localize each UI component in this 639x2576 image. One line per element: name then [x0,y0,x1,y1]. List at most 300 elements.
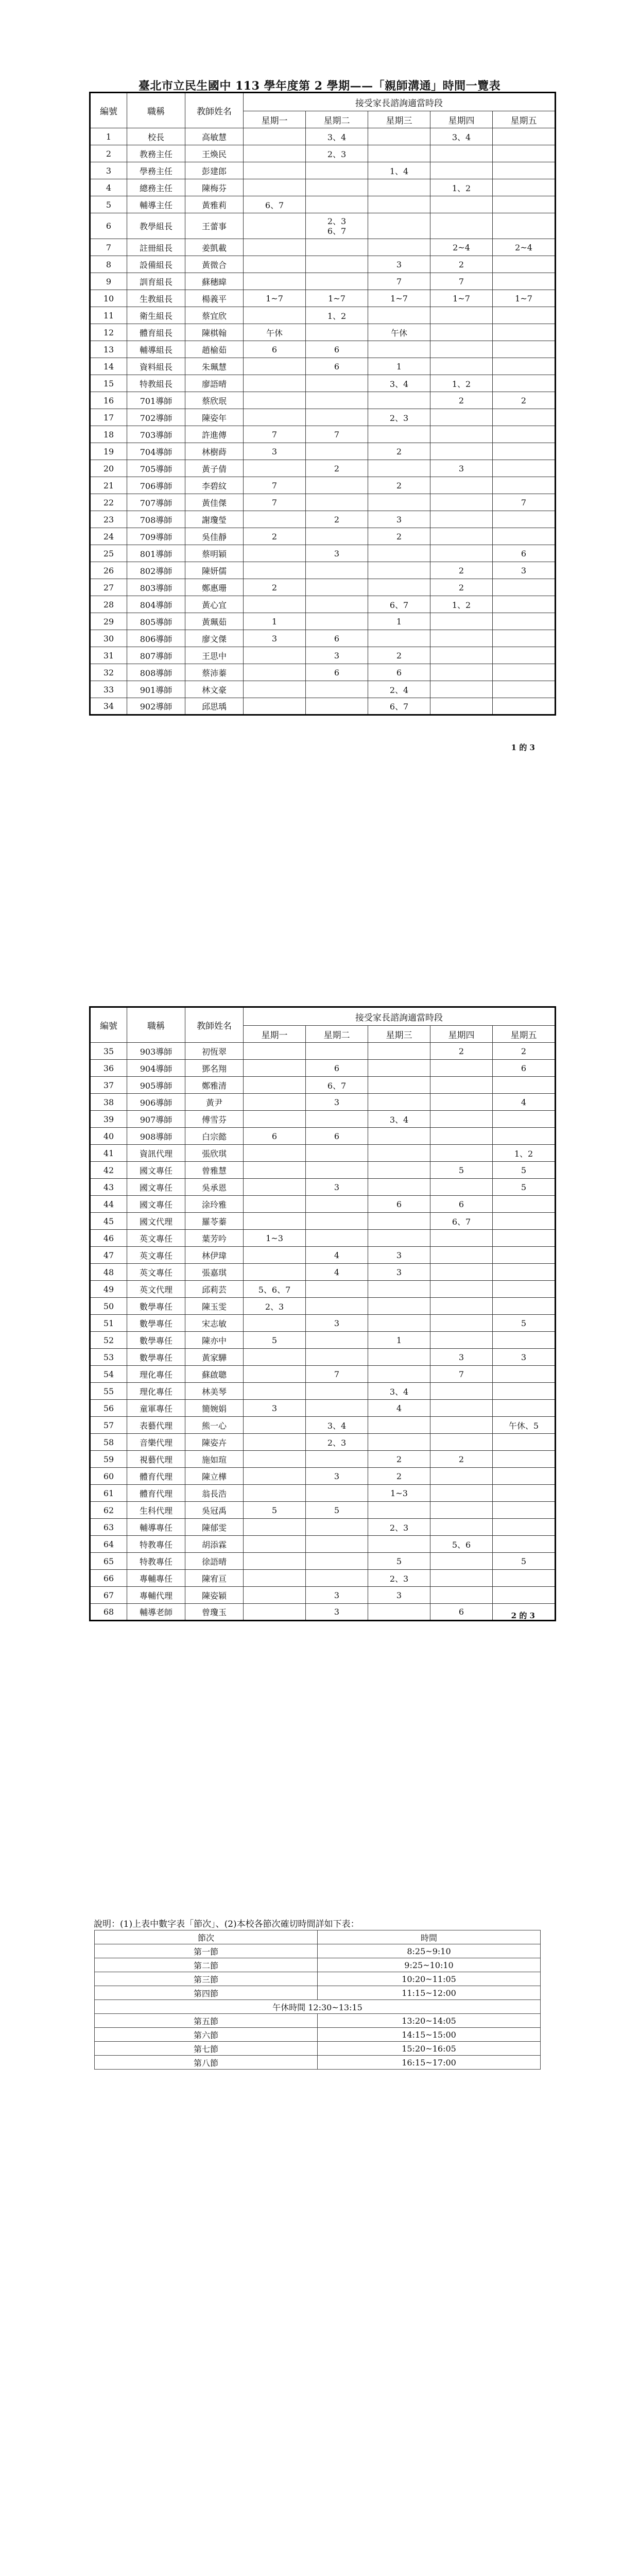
header-day: 星期三 [368,111,430,128]
table-row [90,1196,556,1213]
period-time: 8:25~9:10 [318,1944,541,1958]
slot-cell: 1 [368,358,430,375]
slot-cell [493,1111,556,1128]
slot-cell [244,273,306,290]
slot-cell: 2、3 6、7 [306,213,368,239]
table-row [90,460,556,477]
slot-cell: 1、2 [430,375,493,392]
row-number: 56 [90,1400,127,1417]
slot-cell: 7 [244,494,306,511]
table-row [90,443,556,460]
slot-cell: 2、3 [368,1519,430,1536]
slot-cell [368,1536,430,1553]
slot-cell [493,128,556,145]
row-role: 生教組長 [127,290,185,307]
slot-cell [493,579,556,596]
slot-cell: 2~4 [493,239,556,256]
slot-cell [430,1128,493,1145]
slot-cell: 1~3 [244,1230,306,1247]
row-teacher-name: 黃雅莉 [185,196,244,213]
slot-cell [368,1315,430,1332]
page-number: 1 的 3 [511,743,535,752]
page-number: 2 的 3 [511,1611,535,1620]
row-number: 47 [90,1247,127,1264]
slot-cell: 6 [306,630,368,647]
slot-cell [430,1060,493,1077]
row-role: 輔導專任 [127,1519,185,1536]
row-number: 17 [90,409,127,426]
slot-cell [244,681,306,698]
table-row [90,1519,556,1536]
row-teacher-name: 蔡明穎 [185,545,244,562]
slot-cell [306,681,368,698]
slot-cell: 3 [244,1400,306,1417]
slot-cell [306,375,368,392]
table-row [90,1281,556,1298]
row-number: 37 [90,1077,127,1094]
row-number: 42 [90,1162,127,1179]
slot-cell [430,1247,493,1264]
slot-cell: 4 [368,1400,430,1417]
period-body [95,1944,541,2070]
row-role: 904導師 [127,1060,185,1077]
slot-cell: 1 [368,1332,430,1349]
table-row [90,477,556,494]
slot-cell: 6 [306,358,368,375]
slot-cell [306,256,368,273]
header-period: 節次 [95,1930,318,1944]
slot-cell [244,511,306,528]
slot-cell: 6、7 [368,698,430,715]
period-row [95,2014,541,2028]
row-number: 45 [90,1213,127,1230]
row-number: 38 [90,1094,127,1111]
page-2 [0,904,639,1808]
slot-cell [368,145,430,162]
slot-cell [244,1536,306,1553]
table-row [90,528,556,545]
table-row [90,162,556,179]
slot-cell [493,1366,556,1383]
period-time: 10:20~11:05 [318,1972,541,1986]
slot-cell [493,179,556,196]
slot-cell: 2 [306,511,368,528]
slot-cell: 3 [368,1247,430,1264]
row-role: 907導師 [127,1111,185,1128]
slot-cell [368,307,430,324]
row-teacher-name: 黃子倩 [185,460,244,477]
slot-cell [244,1468,306,1485]
period-label: 第二節 [95,1958,318,1972]
slot-cell [493,1077,556,1094]
period-label: 第四節 [95,1986,318,2000]
header-time: 時間 [318,1930,541,1944]
table-row [90,698,556,715]
row-role: 註冊組長 [127,239,185,256]
slot-cell [430,1570,493,1587]
slot-cell [493,1247,556,1264]
row-role: 輔導老師 [127,1604,185,1621]
slot-cell: 5 [493,1553,556,1570]
slot-cell: 2 [493,392,556,409]
row-role: 708導師 [127,511,185,528]
slot-cell [493,426,556,443]
row-role: 801導師 [127,545,185,562]
slot-cell [368,460,430,477]
slot-cell: 3 [368,511,430,528]
slot-cell: 2 [244,579,306,596]
row-role: 數學專任 [127,1298,185,1315]
row-role: 專輔代理 [127,1587,185,1604]
slot-cell [244,1485,306,1502]
period-row [95,1958,541,1972]
slot-cell: 3 [306,647,368,664]
slot-cell: 2 [430,256,493,273]
slot-cell [244,145,306,162]
slot-cell [244,664,306,681]
row-teacher-name: 李碧紋 [185,477,244,494]
row-teacher-name: 王煥民 [185,145,244,162]
row-teacher-name: 林樹蒔 [185,443,244,460]
slot-cell [493,1400,556,1417]
slot-cell [368,341,430,358]
row-number: 25 [90,545,127,562]
slot-cell: 6 [244,341,306,358]
slot-cell [368,1094,430,1111]
row-number: 36 [90,1060,127,1077]
slot-cell [306,579,368,596]
row-teacher-name: 廖文傑 [185,630,244,647]
slot-cell: 3 [368,256,430,273]
row-teacher-name: 蔡宜欣 [185,307,244,324]
row-teacher-name: 涂玲雅 [185,1196,244,1213]
slot-cell: 3、4 [368,1383,430,1400]
table-row [90,426,556,443]
row-teacher-name: 林美琴 [185,1383,244,1400]
table-row [90,1298,556,1315]
row-role: 理化專任 [127,1383,185,1400]
row-teacher-name: 黃家驊 [185,1349,244,1366]
slot-cell [306,324,368,341]
row-teacher-name: 陳姿年 [185,409,244,426]
table-row [90,664,556,681]
row-teacher-name: 吳佳靜 [185,528,244,545]
slot-cell [493,613,556,630]
row-teacher-name: 翁長浩 [185,1485,244,1502]
slot-cell [244,1247,306,1264]
slot-cell [493,477,556,494]
row-role: 特教組長 [127,375,185,392]
slot-cell: 1~3 [368,1485,430,1502]
slot-cell: 2 [368,443,430,460]
slot-cell [368,1230,430,1247]
row-role: 輔導組長 [127,341,185,358]
slot-cell [493,511,556,528]
lunch-time: 午休時間 12:30~13:15 [95,2000,541,2014]
slot-cell: 2 [430,392,493,409]
row-teacher-name: 黃尹 [185,1094,244,1111]
row-number: 33 [90,681,127,698]
slot-cell [493,375,556,392]
row-teacher-name: 蘇穗暐 [185,273,244,290]
slot-cell: 5 [368,1553,430,1570]
row-teacher-name: 徐語晴 [185,1553,244,1570]
header-day: 星期五 [493,1026,556,1043]
table-row [90,1077,556,1094]
slot-cell [368,1060,430,1077]
row-teacher-name: 邱思瑀 [185,698,244,715]
slot-cell [493,1502,556,1519]
row-teacher-name: 許進傳 [185,426,244,443]
slot-cell [430,341,493,358]
header-day: 星期一 [244,111,306,128]
row-role: 709導師 [127,528,185,545]
slot-cell: 5 [430,1162,493,1179]
table-row [90,596,556,613]
header-no: 編號 [90,1007,127,1043]
slot-cell: 1、2 [430,179,493,196]
slot-cell [493,528,556,545]
slot-cell [493,1570,556,1587]
table-row [90,213,556,239]
slot-cell: 2 [244,528,306,545]
table-row [90,1604,556,1621]
slot-cell [244,1570,306,1587]
slot-cell [244,1434,306,1451]
slot-cell: 4 [306,1264,368,1281]
row-role: 總務主任 [127,179,185,196]
slot-cell: 1~7 [493,290,556,307]
row-teacher-name: 鄭雅清 [185,1077,244,1094]
row-teacher-name: 陳玉雯 [185,1298,244,1315]
table-row [90,196,556,213]
slot-cell [493,664,556,681]
row-teacher-name: 白宗懿 [185,1128,244,1145]
row-teacher-name: 蘇啟聰 [185,1366,244,1383]
header-no: 編號 [90,93,127,128]
table-row [90,613,556,630]
slot-cell [244,1043,306,1060]
table-row [90,409,556,426]
header-day: 星期四 [430,1026,493,1043]
row-number: 5 [90,196,127,213]
slot-cell [244,213,306,239]
slot-cell: 6 [430,1604,493,1621]
slot-cell [244,179,306,196]
row-number: 1 [90,128,127,145]
slot-cell [244,1553,306,1570]
row-role: 國文專任 [127,1162,185,1179]
slot-cell: 3 [244,630,306,647]
slot-cell: 2 [368,528,430,545]
slot-cell [306,1213,368,1230]
header-consult-slots: 接受家長諮詢適當時段 [244,93,556,111]
row-number: 26 [90,562,127,579]
slot-cell: 6、7 [306,1077,368,1094]
slot-cell [306,1383,368,1400]
slot-cell: 1、2 [306,307,368,324]
table-row [90,239,556,256]
row-teacher-name: 黃微合 [185,256,244,273]
slot-cell [244,1587,306,1604]
row-role: 教學組長 [127,213,185,239]
slot-cell [430,528,493,545]
slot-cell [430,1315,493,1332]
slot-cell: 6 [306,1128,368,1145]
slot-cell [306,392,368,409]
slot-cell [368,196,430,213]
slot-cell [430,664,493,681]
slot-cell: 2 [430,562,493,579]
period-row [95,1986,541,2000]
slot-cell [368,1298,430,1315]
row-teacher-name: 邱莉芸 [185,1281,244,1298]
row-role: 訓育組長 [127,273,185,290]
slot-cell [306,1281,368,1298]
slot-cell: 7 [306,1366,368,1383]
table-row [90,681,556,698]
slot-cell: 3、4 [306,128,368,145]
slot-cell [244,1519,306,1536]
row-number: 8 [90,256,127,273]
slot-cell [430,145,493,162]
row-role: 908導師 [127,1128,185,1145]
slot-cell: 5 [493,1162,556,1179]
slot-cell [368,1213,430,1230]
row-teacher-name: 蔡沛蓁 [185,664,244,681]
slot-cell [430,213,493,239]
slot-cell [493,698,556,715]
slot-cell [368,630,430,647]
slot-cell [368,579,430,596]
slot-cell [430,698,493,715]
row-teacher-name: 彭建郎 [185,162,244,179]
slot-cell [368,1145,430,1162]
slot-cell [493,145,556,162]
slot-cell: 2 [430,579,493,596]
header-role: 職稱 [127,1007,185,1043]
header-day: 星期三 [368,1026,430,1043]
header-day: 星期二 [306,1026,368,1043]
slot-cell: 1~7 [244,290,306,307]
slot-cell: 3 [244,443,306,460]
slot-cell [430,1281,493,1298]
table-row [90,1587,556,1604]
row-number: 20 [90,460,127,477]
row-teacher-name: 陳立樺 [185,1468,244,1485]
slot-cell [244,647,306,664]
table-row [90,128,556,145]
slot-cell [244,1349,306,1366]
row-role: 資料組長 [127,358,185,375]
slot-cell: 2 [493,1043,556,1060]
row-role: 707導師 [127,494,185,511]
slot-cell [430,1094,493,1111]
row-role: 807導師 [127,647,185,664]
row-teacher-name: 初恆翠 [185,1043,244,1060]
period-label: 第七節 [95,2042,318,2056]
slot-cell: 5 [493,1179,556,1196]
slot-cell [493,307,556,324]
slot-cell: 5 [244,1502,306,1519]
table-row [90,1468,556,1485]
slot-cell: 3、4 [430,128,493,145]
slot-cell [430,443,493,460]
slot-cell: 5、6、7 [244,1281,306,1298]
slot-cell [244,375,306,392]
slot-cell [493,1536,556,1553]
slot-cell [306,1349,368,1366]
slot-cell: 7 [244,477,306,494]
slot-cell [368,213,430,239]
row-teacher-name: 胡添霖 [185,1536,244,1553]
slot-cell [430,647,493,664]
slot-cell [430,1230,493,1247]
period-time: 14:15~15:00 [318,2028,541,2042]
schedule-table-1 [89,92,556,716]
row-role: 803導師 [127,579,185,596]
row-number: 24 [90,528,127,545]
row-teacher-name: 林文豪 [185,681,244,698]
slot-cell [244,698,306,715]
slot-cell: 7 [430,273,493,290]
row-number: 49 [90,1281,127,1298]
row-teacher-name: 朱珮慧 [185,358,244,375]
slot-cell: 2 [368,1451,430,1468]
period-time: 15:20~16:05 [318,2042,541,2056]
slot-cell [306,1485,368,1502]
row-role: 設備組長 [127,256,185,273]
row-number: 46 [90,1230,127,1247]
slot-cell [430,630,493,647]
slot-cell: 3 [306,1468,368,1485]
slot-cell [430,1519,493,1536]
slot-cell: 6 [306,341,368,358]
row-role: 體育組長 [127,324,185,341]
row-role: 音樂代理 [127,1434,185,1451]
slot-cell [430,511,493,528]
slot-cell [368,1349,430,1366]
row-number: 65 [90,1553,127,1570]
row-role: 英文專任 [127,1230,185,1247]
row-role: 806導師 [127,630,185,647]
table-row [90,1247,556,1264]
slot-cell: 1~7 [430,290,493,307]
row-teacher-name: 高敏慧 [185,128,244,145]
slot-cell [430,1383,493,1400]
slot-cell: 2~4 [430,239,493,256]
table-row [90,1162,556,1179]
slot-cell [244,545,306,562]
slot-cell [244,1179,306,1196]
slot-cell [493,162,556,179]
slot-cell [493,1196,556,1213]
row-role: 生科代理 [127,1502,185,1519]
row-teacher-name: 陳郁雯 [185,1519,244,1536]
row-role: 701導師 [127,392,185,409]
slot-cell [306,562,368,579]
table-row [90,1502,556,1519]
row-number: 7 [90,239,127,256]
table-row [90,1315,556,1332]
slot-cell [430,307,493,324]
row-role: 906導師 [127,1094,185,1111]
slot-cell [244,1315,306,1332]
row-number: 9 [90,273,127,290]
slot-cell: 1、4 [368,162,430,179]
row-teacher-name: 陳亦中 [185,1332,244,1349]
row-teacher-name: 王蕾事 [185,213,244,239]
